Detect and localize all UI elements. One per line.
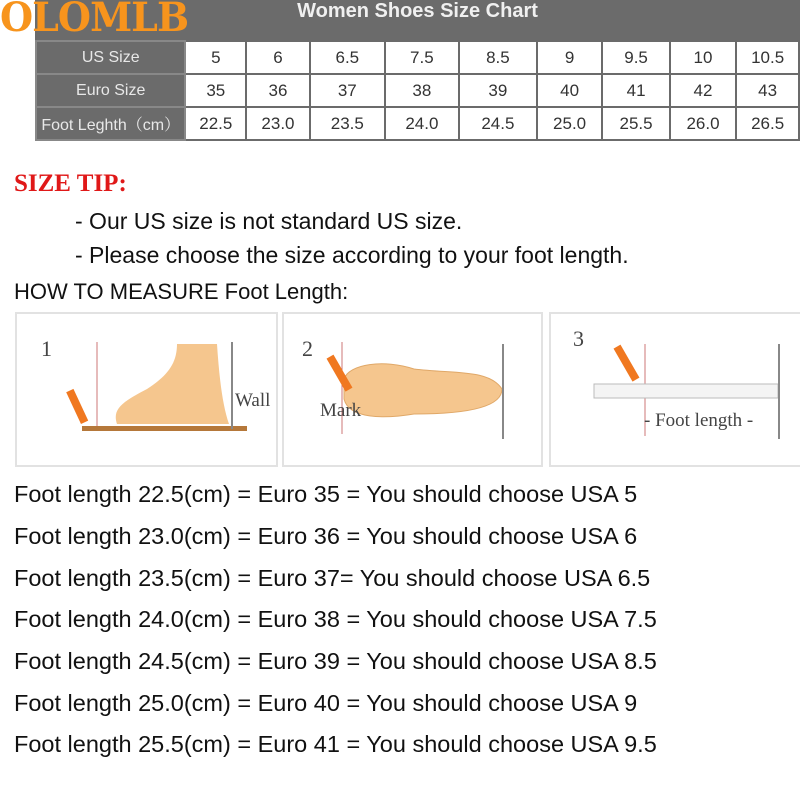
size-cell: 25.5 — [602, 107, 669, 140]
size-result-line: Foot length 25.0(cm) = Euro 40 = You should choose USA 9 — [14, 690, 638, 716]
size-result-line: Foot length 24.5(cm) = Euro 39 = You should choose USA 8.5 — [14, 648, 657, 674]
size-cell: 36 — [246, 74, 310, 107]
size-cell: 41 — [602, 74, 669, 107]
measure-step-1 — [15, 312, 278, 467]
size-cell: 35 — [185, 74, 246, 107]
chart-title: Women Shoes Size Chart — [297, 0, 538, 22]
size-chart-row — [36, 74, 799, 107]
size-cell: 26.0 — [670, 107, 736, 140]
size-cell: 10.5 — [736, 41, 799, 74]
foot-length-label: - Foot length - — [644, 410, 754, 431]
size-cell: 38 — [385, 74, 459, 107]
size-cell: 43 — [736, 74, 799, 107]
size-tip-line: - Please choose the size according to your foot length. — [75, 242, 629, 268]
size-result-line: Foot length 24.0(cm) = Euro 38 = You should choose USA 7.5 — [14, 606, 657, 632]
row-label: Euro Size — [36, 74, 185, 107]
step-number: 1 — [41, 336, 52, 361]
size-cell: 40 — [537, 74, 603, 107]
size-cell: 26.5 — [736, 107, 799, 140]
size-cell: 25.0 — [537, 107, 603, 140]
size-tip-heading: SIZE TIP: — [14, 170, 127, 197]
size-cell: 9 — [537, 41, 603, 74]
size-cell: 6.5 — [310, 41, 385, 74]
ruler-illustration — [551, 314, 800, 464]
foot-side-illustration — [17, 314, 277, 464]
size-cell: 42 — [670, 74, 736, 107]
size-cell: 7.5 — [385, 41, 459, 74]
size-cell: 23.0 — [246, 107, 310, 140]
size-cell: 24.5 — [459, 107, 537, 140]
size-result-line: Foot length 23.5(cm) = Euro 37= You should choose USA 6.5 — [14, 565, 651, 591]
foot-top-illustration — [284, 314, 544, 464]
brand-logo: OLOMLB — [0, 0, 189, 41]
how-to-measure-heading: HOW TO MEASURE Foot Length: — [14, 279, 349, 304]
measure-step-3 — [549, 312, 800, 467]
size-result-line: Foot length 25.5(cm) = Euro 41 = You should choose USA 9.5 — [14, 731, 657, 757]
step-number: 3 — [573, 326, 584, 351]
size-result-line: Foot length 22.5(cm) = Euro 35 = You should choose USA 5 — [14, 481, 638, 507]
size-cell: 6 — [246, 41, 310, 74]
size-cell: 5 — [185, 41, 246, 74]
size-cell: 24.0 — [385, 107, 459, 140]
step-number: 2 — [302, 336, 313, 361]
size-cell: 8.5 — [459, 41, 537, 74]
mark-label: Mark — [320, 400, 362, 421]
measure-step-2 — [282, 312, 543, 467]
size-tip-line: - Our US size is not standard US size. — [75, 208, 463, 234]
size-cell: 39 — [459, 74, 537, 107]
size-cell: 22.5 — [185, 107, 246, 140]
size-chart-row — [36, 41, 799, 74]
row-label: Foot Leghth（cm） — [36, 107, 185, 140]
size-chart-table — [35, 40, 800, 141]
size-cell: 23.5 — [310, 107, 385, 140]
size-cell: 37 — [310, 74, 385, 107]
size-chart-row — [36, 107, 799, 140]
row-label: US Size — [36, 41, 185, 74]
size-cell: 10 — [670, 41, 736, 74]
wall-label: Wall — [235, 390, 271, 411]
size-cell: 9.5 — [602, 41, 669, 74]
size-result-line: Foot length 23.0(cm) = Euro 36 = You should choose USA 6 — [14, 523, 638, 549]
